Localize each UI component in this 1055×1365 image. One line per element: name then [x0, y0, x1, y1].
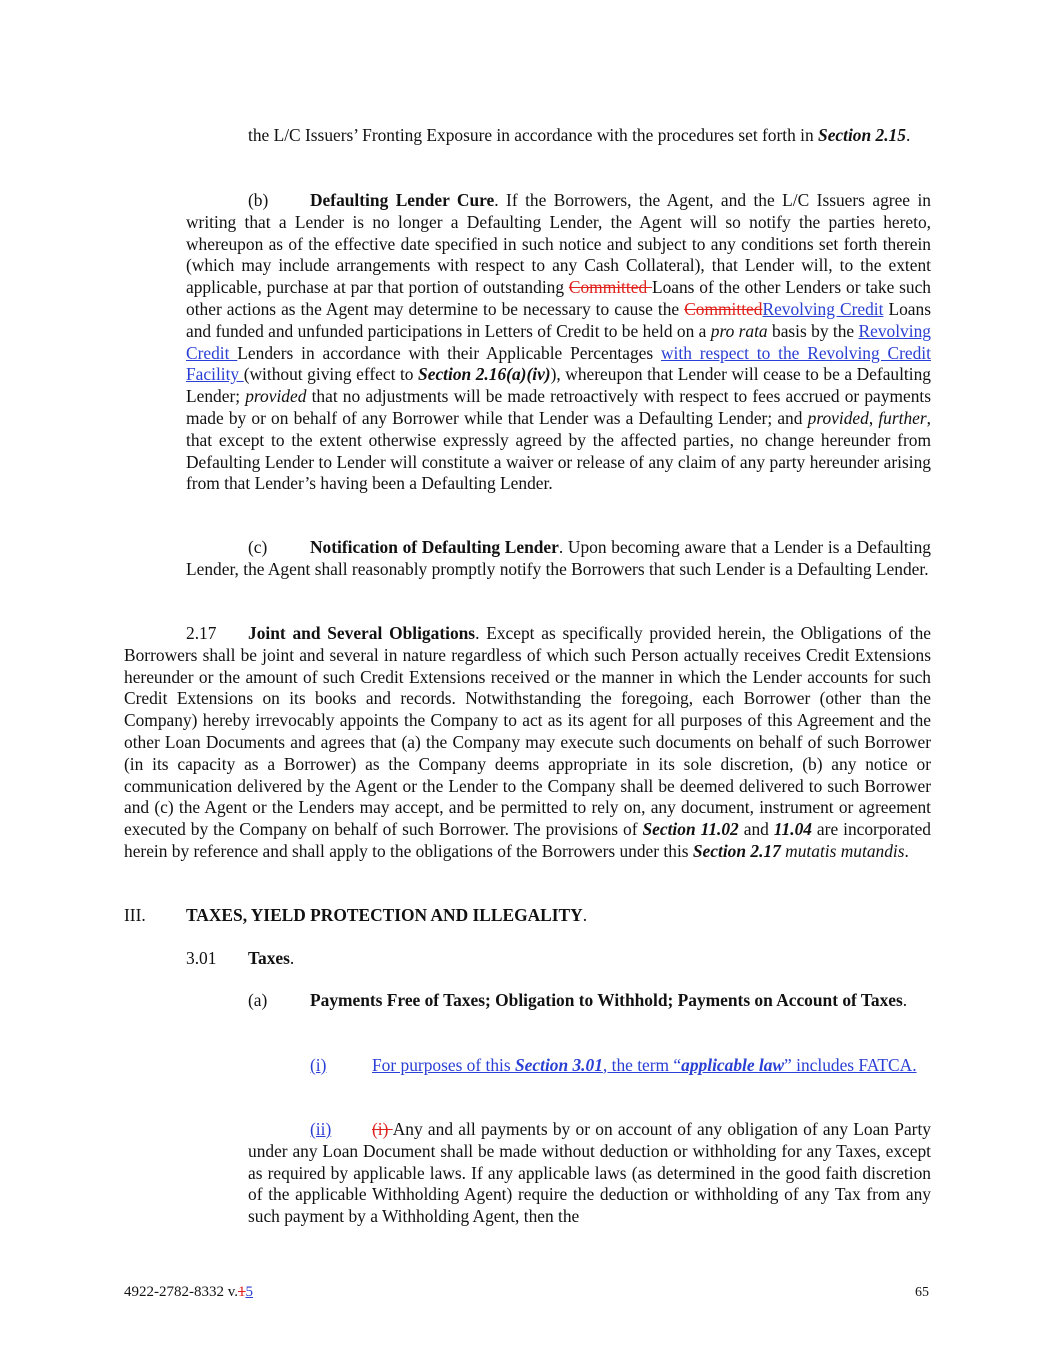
body-text: Lenders in accordance with their Applicable Percentages: [237, 342, 661, 363]
item-number: [310, 1119, 372, 1141]
body-text: basis by the: [767, 320, 859, 341]
body-text: (without giving effect to: [243, 364, 419, 385]
item-i: [248, 1055, 931, 1077]
inserted-text: Revolving Credit: [186, 320, 931, 363]
body-text: ,: [868, 407, 879, 428]
body-text: Loans and funded and unfunded participations in Letters of Credit to be held on a: [186, 298, 931, 341]
section-reference: Section 11.02: [642, 819, 739, 840]
defined-term: applicable law: [681, 1055, 785, 1075]
continuation-paragraph: [248, 125, 931, 147]
section-heading: Joint and Several Obligations: [248, 623, 476, 643]
body-text: Loans of the other Lenders or take such other actions as the Agent may determine to be necessary to cause the: [186, 277, 931, 319]
body-text: . Except as specifically provided herein, the Obligations of the Borrowers shall be joint and several in nature regardless of which such Person actually receives Credit Extensions hereunder or the amount of such Credit Extensions received or the manner in which the Lender accounts for such Credit Extensions on its books and records. Notwithstanding the foregoing, each Borrower (other than the Company) hereby irrevocably appoints the Company to act as its agent for all purposes of this Agreement and the other Loan Documents and agrees that (a) the Company may execute such documents on behalf of such Borrower (in its capacity as a Borrower) as the Company deems appropriate in its sole discretion, (b) any notice or communication delivered by the Agent or the Lender to the Company shall be deemed delivered to such Borrower and (c) the Agent or the Lenders may accept, and be permitted to rely on, any document, instrument or agreement executed by the Company on behalf of such Borrower. The provisions of: [124, 623, 931, 840]
body-text: are incorporated herein by reference and shall apply to the obligations of the Borrowers under this: [124, 819, 931, 861]
body-text: , that except to the extent otherwise expressly agreed by the affected parties, no change hereunder from Defaulting Lender to Lender will constitute a waiver or release of any claim of any party hereunder arising from that Lender’s having been a Defaulting Lender.: [186, 407, 932, 494]
article-title: TAXES, YIELD PROTECTION AND ILLEGALITY: [186, 905, 583, 925]
item-number-text: (ii): [310, 1119, 332, 1139]
paragraph-number: (c): [248, 537, 268, 557]
paragraph-heading: Notification of Defaulting Lender: [310, 537, 559, 557]
doc-id-text: 4922-2782-8332 v.: [124, 1284, 239, 1300]
paragraph-c: [186, 537, 931, 581]
period: .: [902, 990, 908, 1010]
paragraph-heading: Payments Free of Taxes; Obligation to Withhold; Payments on Account of Taxes: [310, 990, 903, 1010]
period: .: [905, 125, 911, 145]
deleted-text: (i): [372, 1119, 393, 1139]
body-text: that no adjustments will be made retroactively with respect to fees accrued or payments made by or on behalf of any Borrower while that Lender was a Defaulting Lender; and: [186, 386, 932, 428]
inserted-text: ” includes FATCA.: [784, 1055, 917, 1075]
period: .: [582, 905, 588, 925]
body-text: . Upon becoming aware that a Lender is a Defaulting Lender, the Agent shall reasonably promptly notify the Borrowers that such Lender is a Defaulting Lender.: [186, 537, 931, 579]
italic-term: pro rata: [710, 320, 768, 341]
deleted-version: 1: [238, 1284, 246, 1300]
section-heading: Taxes: [248, 948, 290, 968]
body-text: . If the Borrowers, the Agent, and the L/C Issuers agree in writing that a Lender is no longer a Defaulting Lender, the Agent will so notify the parties hereto, whereupon as of the effective date specified in such notice and subject to any conditions set forth therein (which may include arrangements with respect to any Cash Collateral), that Lender will, to the extent applicable, purchase at par that portion of outstanding: [186, 190, 931, 298]
section-2-17: [124, 623, 931, 863]
inserted-text: For purposes of this: [372, 1055, 515, 1075]
inserted-text: , the term “: [602, 1055, 682, 1075]
period: .: [289, 948, 295, 968]
deleted-text: Committed: [568, 277, 652, 298]
item-number-text: (i): [310, 1055, 327, 1075]
section-reference: 11.04: [773, 819, 812, 840]
section-number: 2.17: [186, 623, 217, 643]
paragraph-number: (a): [248, 990, 268, 1010]
italic-term: provided: [245, 386, 307, 407]
section-reference: Section 2.17: [692, 840, 781, 861]
section-reference: Section 3.01: [515, 1055, 603, 1075]
deleted-text: Committed: [684, 298, 763, 319]
paragraph-number: (b): [248, 190, 269, 210]
paragraph-heading: Defaulting Lender Cure: [310, 190, 495, 210]
italic-term: provided: [807, 407, 869, 428]
body-text: Any and all payments by or on account of any obligation of any Loan Party under any Loan Document shall be made without deduction or withholding for any Taxes, except as required by applicable laws. If any applicable laws (as determined in the good faith discretion of the applicable Withholding Agent) require the deduction or withholding of any Tax from any such payment by a Withholding Agent, then the: [248, 1119, 931, 1227]
paragraph-b: [186, 190, 931, 495]
section-reference: Section 2.15: [818, 125, 906, 145]
article-number: III.: [124, 905, 146, 925]
inserted-version: 5: [245, 1284, 254, 1300]
inserted-text: with respect to the Revolving Credit Facility: [186, 342, 931, 385]
page-number: 65: [915, 1285, 929, 1300]
body-text: .: [904, 840, 909, 861]
paragraph-a: [186, 990, 931, 1012]
item-ii: [248, 1119, 931, 1228]
italic-term: further: [878, 407, 927, 428]
section-3-01-heading: [186, 948, 294, 970]
document-id: [124, 1283, 253, 1301]
inserted-text: Revolving Credit: [762, 298, 884, 319]
italic-term: mutatis mutandis: [785, 840, 905, 861]
continuation-text: the L/C Issuers’ Fronting Exposure in accordance with the procedures set forth in: [248, 125, 819, 145]
article-heading: [124, 905, 587, 927]
item-number: [310, 1055, 372, 1077]
section-number: 3.01: [186, 948, 217, 968]
body-text: ), whereupon that Lender will cease to be a Defaulting Lender;: [186, 364, 931, 407]
section-reference: Section 2.16(a)(iv): [418, 364, 551, 385]
body-text: and: [738, 819, 774, 840]
